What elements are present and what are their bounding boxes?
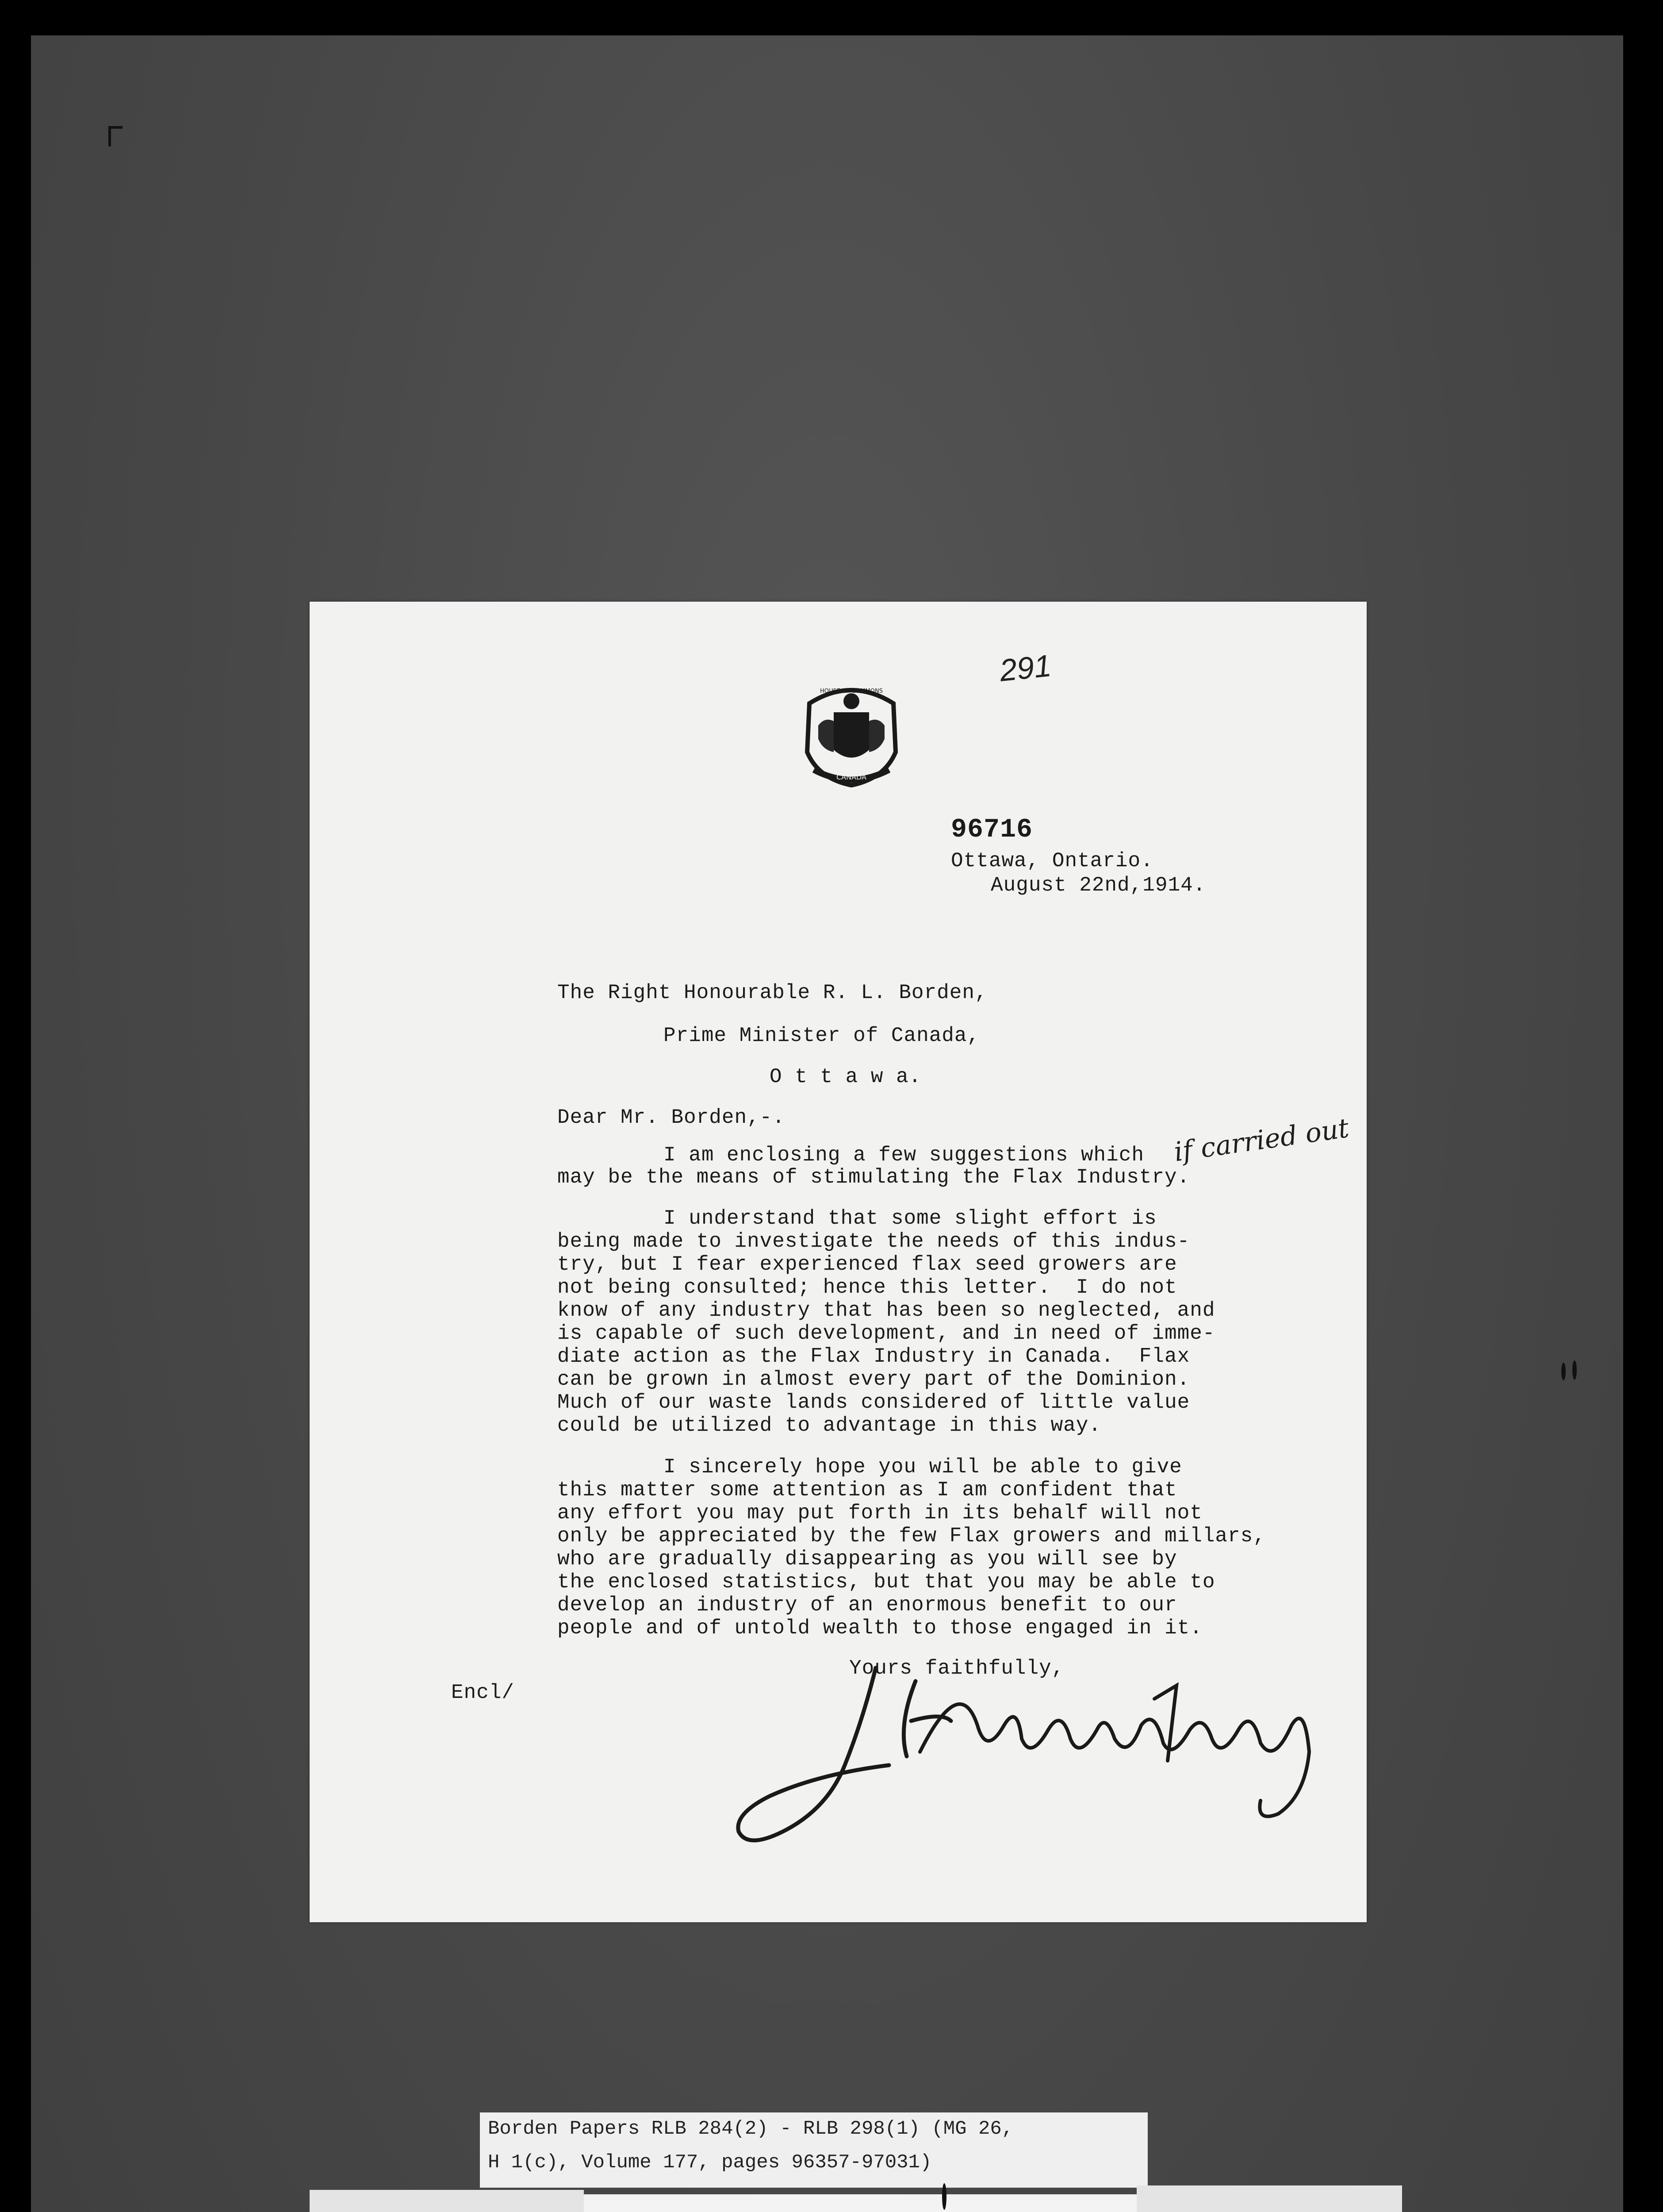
- paragraph3-line-5: who are gradually disappearing as you will see by: [557, 1548, 1177, 1571]
- recipient-line-2: Prime Minister of Canada,: [663, 1024, 980, 1047]
- paragraph3-line-4: only be appreciated by the few Flax growers and millars,: [557, 1525, 1266, 1548]
- tape-strip: [1137, 2185, 1402, 2212]
- recipient-line-3: O t t a w a.: [770, 1065, 922, 1088]
- salutation: Dear Mr. Borden,-.: [557, 1106, 785, 1129]
- reference-label-line-2: H 1(c), Volume 177, pages 96357-97031): [488, 2151, 932, 2174]
- paragraph3-line-7: develop an industry of an enormous benefit to our: [557, 1594, 1177, 1617]
- paragraph3-line-2: this matter some attention as I am confident that: [557, 1479, 1177, 1502]
- frame-corner-mark: [108, 126, 123, 146]
- paragraph2-line-3: try, but I fear experienced flax seed growers are: [557, 1253, 1177, 1276]
- recipient-line-1: The Right Honourable R. L. Borden,: [557, 981, 988, 1004]
- paragraph2-line-2: being made to investigate the needs of this indus-: [557, 1230, 1190, 1253]
- archive-card: [314, 2194, 1402, 2212]
- paragraph2-line-7: diate action as the Flax Industry in Canada. Flax: [557, 1345, 1190, 1368]
- paragraph3-line-8: people and of untold wealth to those engaged in it.: [557, 1617, 1203, 1640]
- handwritten-margin-note: if carried out: [1172, 1112, 1351, 1168]
- closing: Yours faithfully,: [849, 1657, 1065, 1680]
- film-speck: [1572, 1360, 1577, 1380]
- reference-label-line-1: Borden Papers RLB 284(2) - RLB 298(1) (MG 26,: [488, 2118, 1014, 2140]
- paragraph1-line-2: may be the means of stimulating the Flax Industry.: [557, 1166, 1190, 1189]
- paragraph3-line-1: I sincerely hope you will be able to give: [663, 1455, 1182, 1479]
- paragraph3-line-6: the enclosed statistics, but that you may be able to: [557, 1571, 1215, 1594]
- crest-title: HOUSE OF COMMONS: [820, 688, 883, 695]
- crest-label: CANADA: [836, 773, 867, 781]
- paragraph2-line-10: could be utilized to advantage in this way.: [557, 1414, 1101, 1437]
- paragraph1-line-1: I am enclosing a few suggestions which: [663, 1144, 1144, 1167]
- reference-label: [480, 2112, 1148, 2188]
- paragraph2-line-9: Much of our waste lands considered of little value: [557, 1391, 1190, 1414]
- paragraph2-line-1: I understand that some slight effort is: [663, 1207, 1157, 1230]
- film-speck: [1561, 1363, 1566, 1380]
- paragraph3-line-3: any effort you may put forth in its behalf will not: [557, 1502, 1203, 1525]
- tape-strip: [310, 2190, 584, 2212]
- signature: [730, 1655, 1349, 1858]
- handwritten-reference-number: 291: [998, 648, 1053, 688]
- paragraph2-line-8: can be grown in almost every part of the Dominion.: [557, 1368, 1190, 1391]
- film-speck: [942, 2183, 946, 2210]
- file-number: 96716: [951, 815, 1033, 845]
- paragraph2-line-6: is capable of such development, and in need of imme-: [557, 1322, 1215, 1345]
- house-of-commons-crest-icon: [792, 677, 911, 792]
- letter-place: Ottawa, Ontario.: [951, 849, 1153, 872]
- paragraph2-line-4: not being consulted; hence this letter. I do not: [557, 1276, 1177, 1299]
- paragraph2-line-5: know of any industry that has been so neglected, and: [557, 1299, 1215, 1322]
- enclosure-note: Encl/: [451, 1681, 515, 1704]
- letter-date: August 22nd,1914.: [991, 874, 1206, 897]
